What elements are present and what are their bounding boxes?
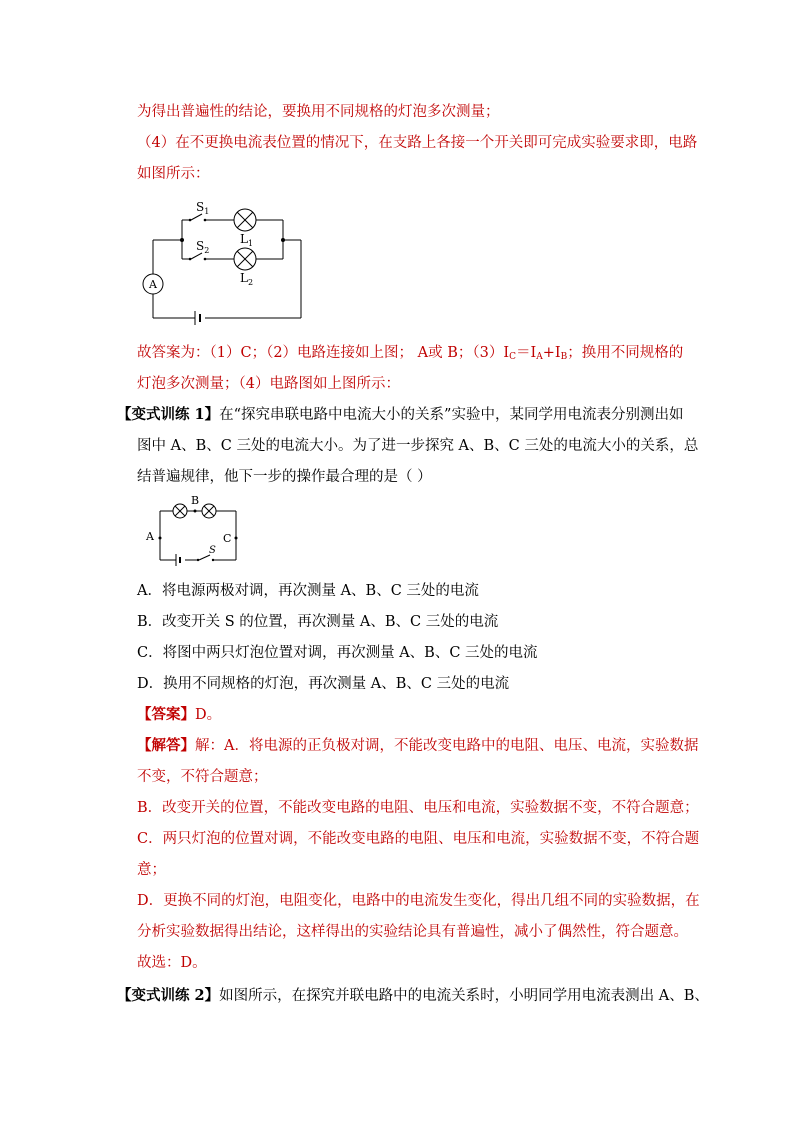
variant-2-line-1: 【变式训练 2】如图所示，在探究并联电路中的电流关系时，小明同学用电流表测出 A、B、 — [117, 987, 709, 1004]
text-line-3: 如图所示： — [137, 166, 210, 182]
switch-s2-label: $S_2$ — [196, 239, 210, 255]
text-line-1: 为得出普遍性的结论，要换用不同规格的灯泡多次测量； — [137, 104, 500, 120]
solution-line-7: 分析实验数据得出结论，这样得出的实验结论具有普遍性，减小了偶然性，符合题意。 — [137, 924, 688, 940]
solution-line-5: 意； — [137, 862, 166, 878]
solution-line-6: D．更换不同的灯泡，电阻变化，电路中的电流发生变化，得出几组不同的实验数据，在 — [137, 893, 700, 909]
option-d: D．换用不同规格的灯泡，再次测量 A、B、C 三处的电流 — [137, 676, 510, 692]
text-line-2: （4）在不更换电流表位置的情况下，在支路上各接一个开关即可完成实验要求即，电路 — [137, 135, 698, 151]
variant-1-line-1: 【变式训练 1】在“探究串联电路中电流大小的关系”实验中，某同学用电流表分别测出如 — [117, 406, 684, 423]
point-a-label: A — [146, 530, 154, 543]
option-c: C．将图中两只灯泡位置对调，再次测量 A、B、C 三处的电流 — [137, 645, 538, 661]
ammeter-label: A — [149, 278, 157, 291]
solution-line-4: C．两只灯泡的位置对调，不能改变电路的电阻、电压和电流，实验数据不变，不符合题 — [137, 831, 700, 847]
solution-line-3: B．改变开关的位置，不能改变电路的电阻、电压和电流，实验数据不变，不符合题意； — [137, 800, 699, 816]
answer-summary-line-1: 故答案为：（1）C；（2）电路连接如上图； A或 B；$(3)I_C=I_A+I_B$；换用不同规格的 — [137, 345, 684, 362]
option-b: B．改变开关 S 的位置，再次测量 A、B、C 三处的电流 — [137, 614, 499, 630]
switch-s1-label: $S_1$ — [196, 200, 210, 216]
option-a: A．将电源两极对调，再次测量 A、B、C 三处的电流 — [137, 583, 479, 599]
lamp-l1-label: $L_1$ — [240, 232, 254, 248]
parallel-circuit-diagram — [130, 196, 310, 328]
lamp-l2-label: $L_2$ — [240, 271, 254, 287]
solution-line-2: 不变，不符合题意； — [137, 769, 268, 785]
point-c-label: C — [223, 532, 232, 545]
solution-line-1: 【解答】解：A．将电源的正负极对调，不能改变电路中的电阻、电压、电流，实验数据 — [137, 737, 699, 754]
answer-summary-line-2: 灯泡多次测量；（4）电路图如上图所示： — [137, 376, 400, 392]
variant-1-line-3: 结普遍规律，他下一步的操作最合理的是（ ） — [137, 469, 432, 485]
series-circuit-diagram — [140, 494, 250, 566]
point-b-label: B — [191, 494, 200, 507]
switch-s-label: S — [209, 545, 216, 556]
answer-line: 【答案】D。 — [137, 706, 222, 723]
solution-line-8: 故选：D。 — [137, 955, 207, 971]
variant-1-line-2: 图中 A、B、C 三处的电流大小。为了进一步探究 A、B、C 三处的电流大小的关系，总 — [137, 438, 699, 454]
